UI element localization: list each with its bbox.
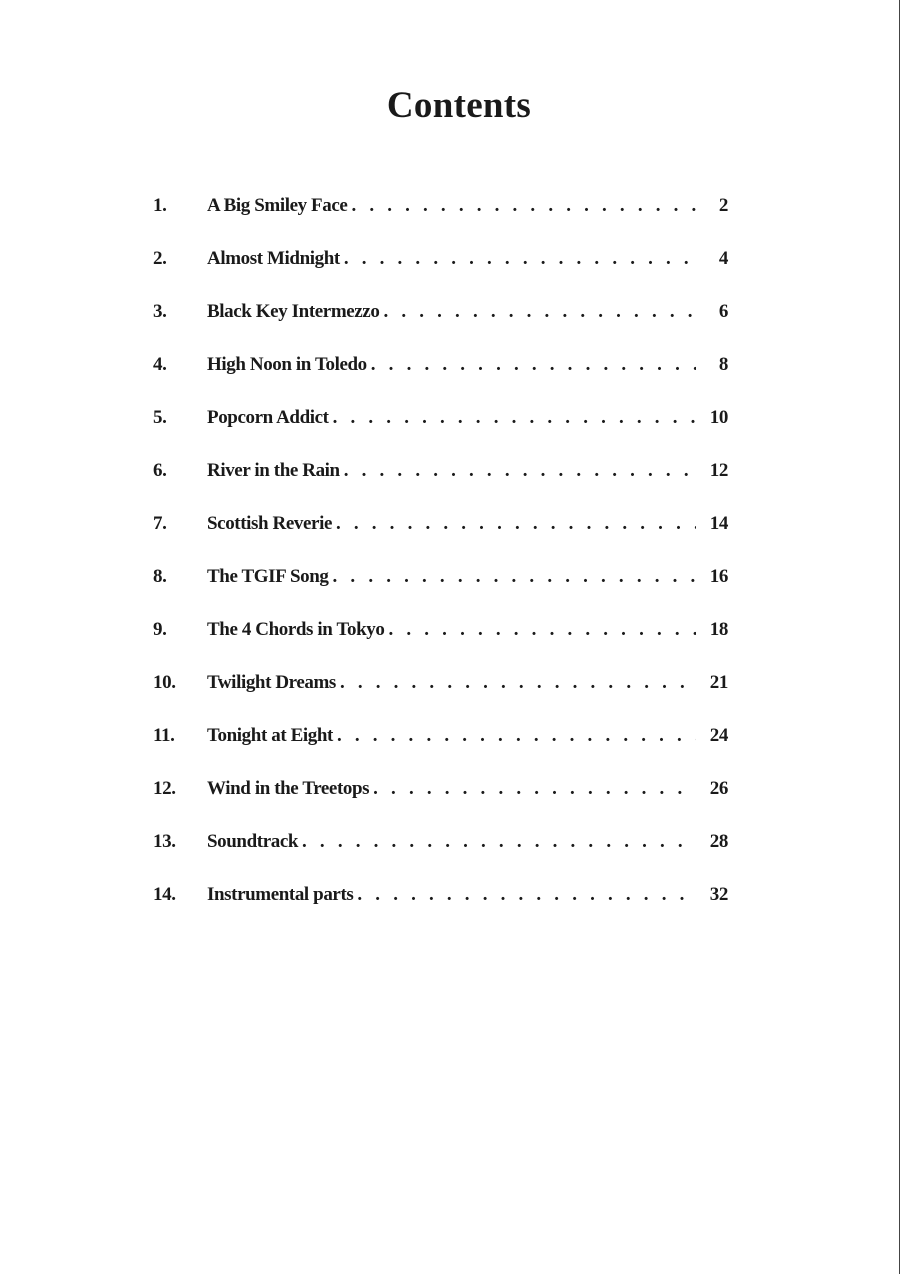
toc-entry-page: 6 <box>718 301 728 322</box>
toc-entry-page: 16 <box>709 566 728 587</box>
dot-leader <box>383 301 696 323</box>
toc-entry-number: 1. <box>153 195 167 216</box>
toc-entry-page: 28 <box>709 831 728 852</box>
dot-leader <box>344 248 696 270</box>
dot-leader <box>371 354 696 376</box>
toc-entry-number: 12. <box>153 778 176 799</box>
toc-entry-title: Instrumental parts <box>207 884 354 905</box>
toc-entry-page: 8 <box>718 354 728 375</box>
toc-entry-number: 5. <box>153 407 167 428</box>
toc-entry-number: 4. <box>153 354 167 375</box>
dot-leader <box>333 566 696 588</box>
toc-entry-page: 18 <box>709 619 728 640</box>
toc-entry-number: 10. <box>153 672 176 693</box>
toc-entry-title: Tonight at Eight <box>207 725 333 746</box>
toc-entry <box>153 354 728 407</box>
dot-leader <box>333 407 696 429</box>
toc-entry-page: 4 <box>718 248 728 269</box>
toc-entry <box>153 619 728 672</box>
toc-entry <box>153 725 728 778</box>
toc-entry-title: The TGIF Song <box>207 566 329 587</box>
toc-entry <box>153 513 728 566</box>
toc-entry <box>153 407 728 460</box>
page-title: Contents <box>386 85 532 126</box>
toc-entry-number: 3. <box>153 301 167 322</box>
toc-entry-title: Soundtrack <box>207 831 299 852</box>
toc-entry-number: 6. <box>153 460 167 481</box>
toc-entry <box>153 301 728 354</box>
dot-leader <box>340 672 696 694</box>
toc-entry-page: 14 <box>709 513 728 534</box>
toc-entry-title: Popcorn Addict <box>207 407 329 428</box>
toc-entry-title: Scottish Reverie <box>207 513 332 534</box>
toc-entry <box>153 566 728 619</box>
toc-entry-page: 24 <box>709 725 728 746</box>
toc-entry-number: 9. <box>153 619 167 640</box>
toc-entry-page: 10 <box>709 407 728 428</box>
toc-entry <box>153 195 728 248</box>
toc-entry-title: A Big Smiley Face <box>207 195 348 216</box>
toc-entry-number: 14. <box>153 884 176 905</box>
dot-leader <box>373 778 696 800</box>
dot-leader <box>336 513 696 535</box>
dot-leader <box>337 725 696 747</box>
toc-entry-number: 13. <box>153 831 176 852</box>
toc-entry-title: Black Key Intermezzo <box>207 301 380 322</box>
toc-entry-title: The 4 Chords in Tokyo <box>207 619 385 640</box>
toc-entry-number: 11. <box>153 725 175 746</box>
toc-entry <box>153 778 728 831</box>
toc-entry-number: 8. <box>153 566 167 587</box>
toc-entry <box>153 672 728 725</box>
toc-entry-number: 7. <box>153 513 167 534</box>
dot-leader <box>302 831 696 853</box>
toc-entry-number: 2. <box>153 248 167 269</box>
dot-leader <box>351 195 696 217</box>
toc-entry-title: Almost Midnight <box>207 248 340 269</box>
dot-leader <box>357 884 696 906</box>
toc-entry-page: 26 <box>709 778 728 799</box>
toc-entry-page: 12 <box>709 460 728 481</box>
toc-entry-title: River in the Rain <box>207 460 340 481</box>
toc-entry-title: Twilight Dreams <box>207 672 336 693</box>
toc-entry <box>153 460 728 513</box>
toc-entry-page: 21 <box>709 672 728 693</box>
toc-entry <box>153 248 728 301</box>
toc-entry <box>153 831 728 884</box>
dot-leader <box>344 460 696 482</box>
toc-entry-page: 2 <box>718 195 728 216</box>
toc-entry <box>153 884 728 937</box>
table-of-contents <box>153 195 728 937</box>
dot-leader <box>388 619 696 641</box>
toc-entry-title: High Noon in Toledo <box>207 354 367 375</box>
toc-entry-title: Wind in the Treetops <box>207 778 370 799</box>
toc-entry-page: 32 <box>709 884 728 905</box>
